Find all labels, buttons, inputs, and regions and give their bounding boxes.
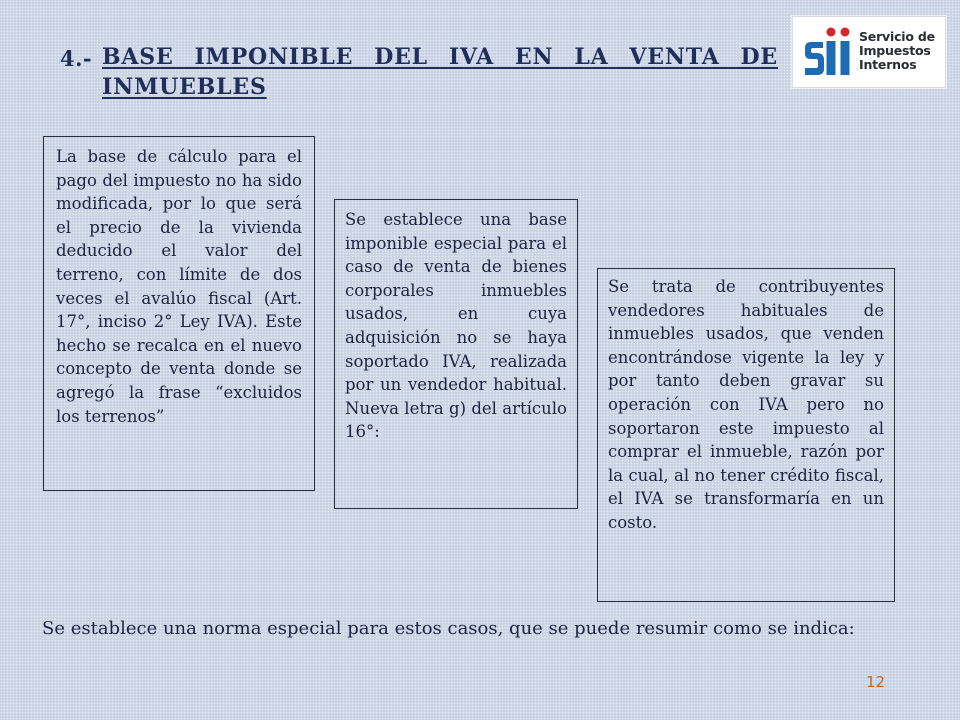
- slide-title: BASE IMPONIBLE DEL IVA EN LA VENTA DE INMUEBLES: [102, 44, 778, 100]
- sii-logo-icon: [801, 25, 855, 79]
- logo-text-line: Servicio de: [859, 29, 935, 44]
- text-box-contribuyentes: Se trata de contribuyentes vendedores habituales de inmuebles usados, que venden encontrándose vigente la ley y por tanto deben gravar su operación con IVA pero no soportaron este impuesto al comprar el inmueble, razón por la cual, al no tener crédito fiscal, el IVA se transformaría en un costo.: [597, 268, 895, 602]
- text-box-base-especial: Se establece una base imponible especial para el caso de venta de bienes corporales inmuebles usados, en cuya adquisición no se haya soportado IVA, realizada por un vendedor habitual. Nueva letra g) del artículo 16°:: [334, 199, 578, 509]
- title-number: 4.-: [60, 46, 93, 71]
- sii-logo-text: [859, 30, 935, 72]
- page-number: 12: [866, 673, 886, 691]
- text-box-base-calculo: La base de cálculo para el pago del impuesto no ha sido modificada, por lo que será el precio de la vivienda deducido el valor del terreno, con límite de dos veces el avalúo fiscal (Art. 17°, inciso 2° Ley IVA). Este hecho se recalca en el nuevo concepto de venta donde se agregó la frase “excluidos los terrenos”: [43, 136, 315, 491]
- logo-text-line: Internos: [859, 57, 917, 72]
- summary-text: Se establece una norma especial para estos casos, que se puede resumir como se indica:: [42, 618, 855, 639]
- sii-logo: [792, 16, 946, 88]
- logo-text-line: Impuestos: [859, 43, 931, 58]
